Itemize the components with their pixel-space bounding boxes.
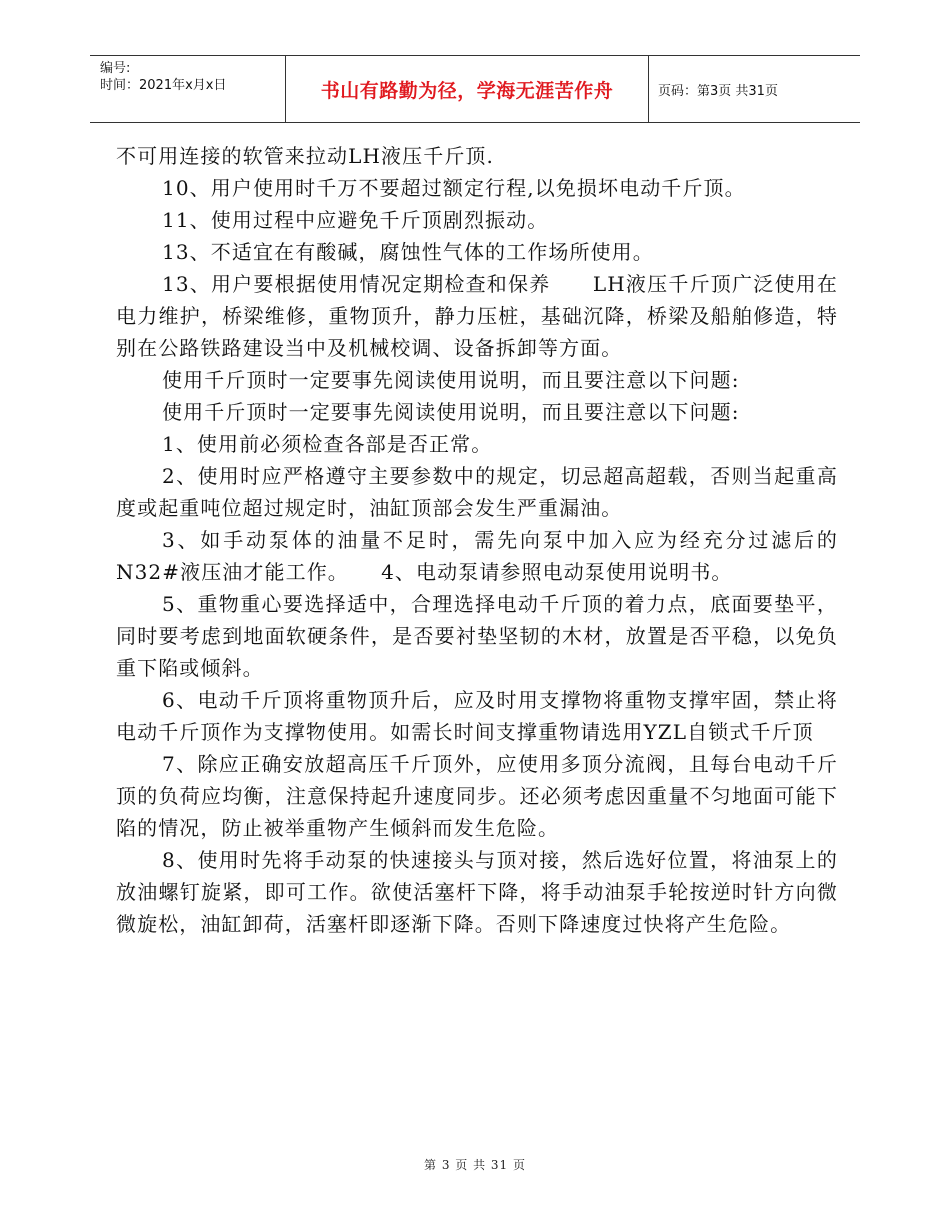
paragraph: 13、用户要根据使用情况定期检查和保养 LH液压千斤顶广泛使用在电力维护，桥梁维修，重物顶升，静力压桩，基础沉降，桥梁及船舶修造，特别在公路铁路建设当中及机械校调、设备拆卸等方面。 bbox=[116, 272, 838, 360]
paragraph: 使用千斤顶时一定要事先阅读使用说明，而且要注意以下问题: bbox=[162, 400, 740, 424]
page-header bbox=[90, 55, 860, 123]
page-footer: 第 3 页 共 31 页 bbox=[424, 1158, 526, 1172]
paragraph: 1、使用前必须检查各部是否正常。 bbox=[162, 432, 493, 456]
header-divider bbox=[648, 56, 649, 122]
document-time-label: 时间：2021年x月x日 bbox=[100, 78, 227, 93]
paragraph: 13、不适宜在有酸碱，腐蚀性气体的工作场所使用。 bbox=[162, 240, 654, 264]
paragraph: 3、如手动泵体的油量不足时，需先向泵中加入应为经充分过滤后的N32#液压油才能工作。 4、电动泵请参照电动泵使用说明书。 bbox=[116, 528, 838, 584]
header-meta bbox=[100, 60, 285, 94]
paragraph: 7、除应正确安放超高压千斤顶外，应使用多顶分流阀，且每台电动千斤顶的负荷应均衡，注意保持起升速度同步。还必须考虑因重量不匀地面可能下陷的情况，防止被举重物产生倾斜而发生危险。 bbox=[116, 752, 838, 840]
paragraph: 5、重物重心要选择适中，合理选择电动千斤顶的着力点，底面要垫平，同时要考虑到地面软硬条件，是否要衬垫坚韧的木材，放置是否平稳，以免负重下陷或倾斜。 bbox=[116, 592, 838, 680]
paragraph: 10、用户使用时千万不要超过额定行程,以免损坏电动千斤顶。 bbox=[162, 176, 746, 200]
header-motto: 书山有路勤为径，学海无涯苦作舟 bbox=[320, 79, 614, 102]
paragraph: 2、使用时应严格遵守主要参数中的规定，切忌超高超载，否则当起重高度或起重吨位超过规定时，油缸顶部会发生严重漏油。 bbox=[116, 464, 838, 520]
paragraph: 8、使用时先将手动泵的快速接头与顶对接，然后选好位置，将油泵上的放油螺钉旋紧，即可工作。欲使活塞杆下降，将手动油泵手轮按逆时针方向微微旋松，油缸卸荷，活塞杆即逐渐下降。否则下降速度过快将产生危险。 bbox=[116, 848, 838, 936]
paragraph: 不可用连接的软管来拉动LH液压千斤顶. bbox=[116, 144, 494, 168]
paragraph: 6、电动千斤顶将重物顶升后，应及时用支撑物将重物支撑牢固，禁止将电动千斤顶作为支撑物使用。如需长时间支撑重物请选用YZL自锁式千斤顶 bbox=[116, 688, 838, 744]
paragraph: 11、使用过程中应避免千斤顶剧烈振动。 bbox=[162, 208, 549, 232]
document-number-label: 编号: bbox=[100, 61, 131, 76]
paragraph: 使用千斤顶时一定要事先阅读使用说明，而且要注意以下问题: bbox=[162, 368, 740, 392]
header-page-info: 页码：第3页 共31页 bbox=[658, 83, 778, 99]
document-body bbox=[116, 140, 838, 940]
